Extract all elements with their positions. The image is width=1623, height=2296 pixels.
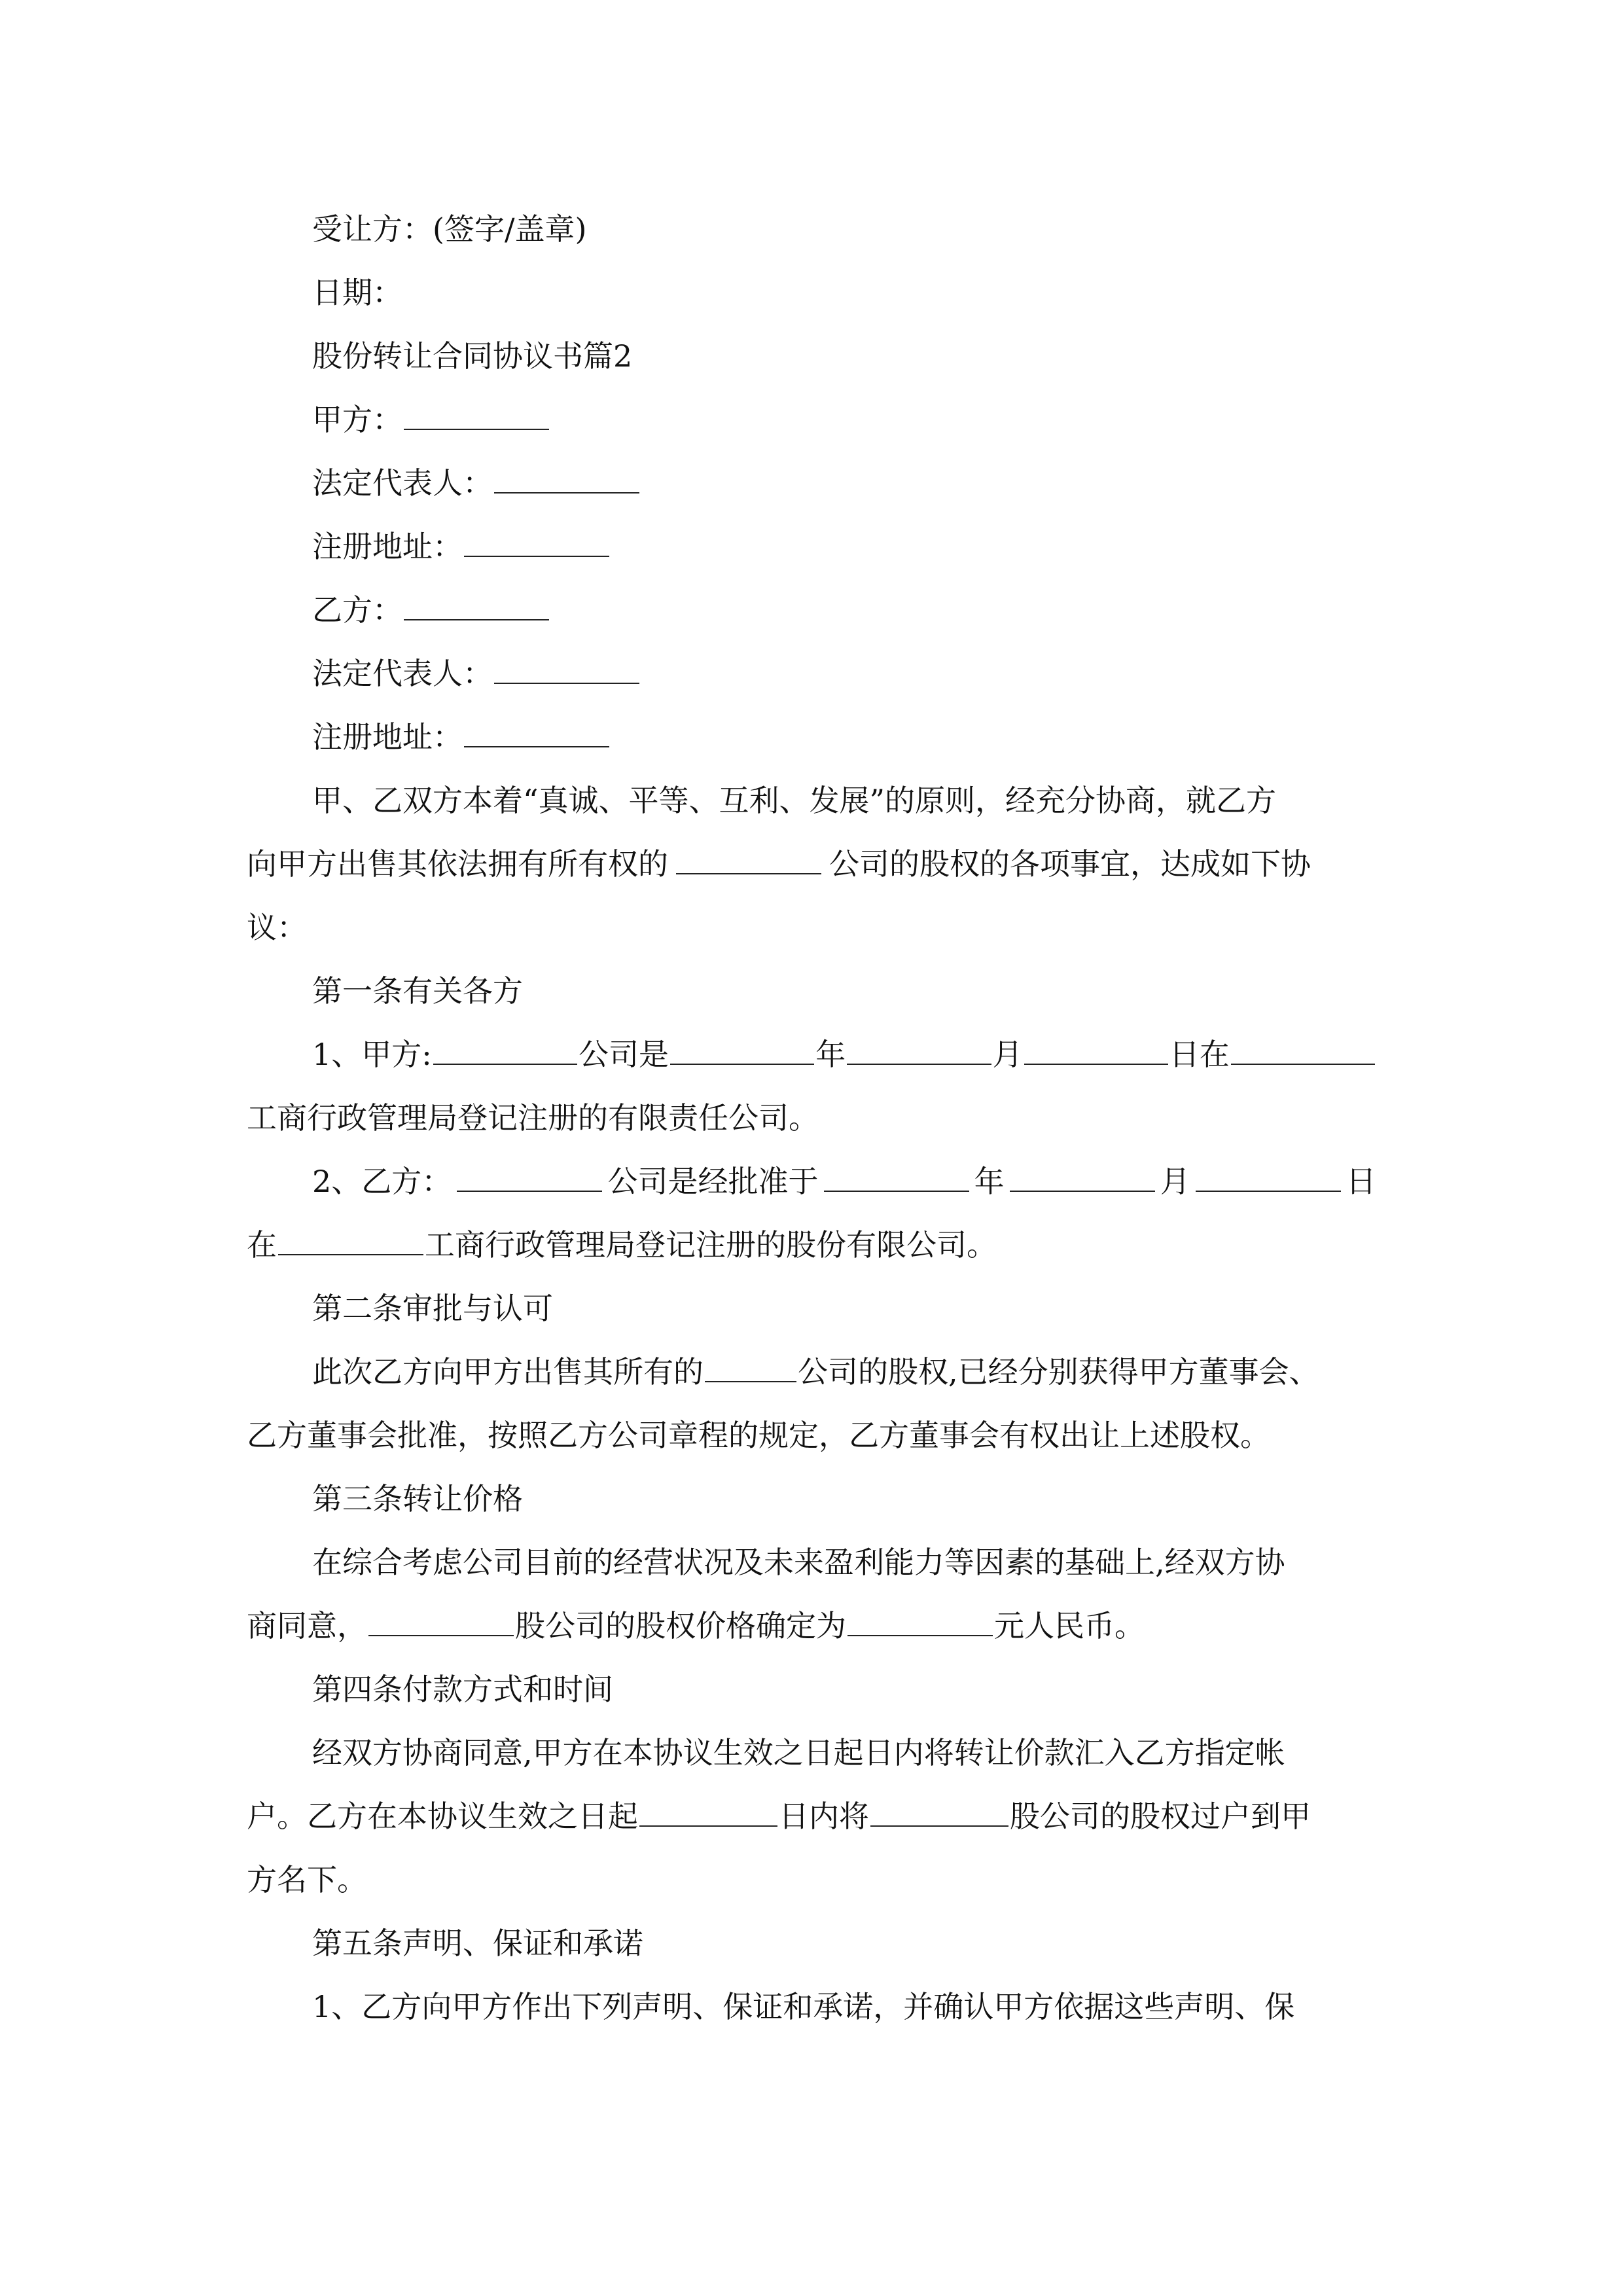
blank-line [404,404,549,430]
address-b-field: 注册地址： [312,717,611,757]
blank-line [870,1801,1008,1827]
article-1-item-2-cont: 在 工商行政管理局登记注册的股份有限公司。 [247,1227,997,1263]
blank-line [847,1610,993,1636]
article-4-line: 经双方协商同意,甲方在本协议生效之日起日内将转让价款汇入乙方指定帐 [312,1735,1285,1770]
legal-rep-b-field: 法定代表人： [312,654,641,693]
party-a-field: 甲方： [312,400,550,439]
blank-line [464,721,609,747]
blank-line [824,1166,969,1192]
article-2-line: 乙方董事会批准，按照乙方公司章程的规定，乙方董事会有权出让上述股权。 [247,1418,1270,1453]
blank-line [494,467,639,493]
legal-rep-a-field: 法定代表人： [312,463,641,503]
intro-paragraph-line: 甲、乙双方本着“真诚、平等、互利、发展”的原则，经充分协商，就乙方 [312,783,1277,818]
date-line: 日期： [312,275,402,310]
blank-line [433,1039,577,1065]
blank-line [670,1039,814,1065]
article-1-item-2: 2、乙方： 公司是经批准于 年 月 日 [312,1164,1376,1199]
blank-line [705,1356,796,1382]
article-1-heading: 第一条有关各方 [312,973,523,1009]
blank-line [639,1801,777,1827]
contract-title: 股份转让合同协议书篇2 [312,338,633,374]
blank-line [676,848,821,874]
blank-line [457,1166,602,1192]
blank-line [1010,1166,1155,1192]
article-2-heading: 第二条审批与认可 [312,1291,553,1326]
transferee-signature-line: 受让方：(签字/盖章) [312,211,587,247]
article-1-item-1: 1、甲方: 公司是 年 月 日在 [312,1035,1376,1074]
article-1-item-1-cont: 工商行政管理局登记注册的有限责任公司。 [247,1100,819,1136]
blank-line [1231,1039,1375,1065]
article-5-line: 1、乙方向甲方作出下列声明、保证和承诺，并确认甲方依据这些声明、保 [312,1989,1295,2024]
blank-line [494,658,639,684]
article-3-line: 商同意， 股公司的股权价格确定为 元人民币。 [247,1608,1145,1643]
article-4-line: 方名下。 [247,1862,367,1897]
party-b-field: 乙方： [312,590,550,630]
intro-paragraph-line: 向甲方出售其依法拥有所有权的 公司的股权的各项事宜，达成如下协 [247,846,1311,882]
article-4-line: 户。乙方在本协议生效之日起 日内将 股公司的股权过户到甲 [247,1799,1311,1834]
blank-line [1024,1039,1168,1065]
article-2-line: 此次乙方向甲方出售其所有的 公司的股权,已经分别获得甲方董事会、 [312,1354,1319,1390]
intro-paragraph-line: 议： [247,910,307,945]
article-4-heading: 第四条付款方式和时间 [312,1672,613,1707]
article-3-heading: 第三条转让价格 [312,1481,523,1516]
blank-line [278,1229,423,1255]
blank-line [404,594,549,620]
blank-line [464,531,609,557]
address-a-field: 注册地址： [312,527,611,566]
blank-line [368,1610,514,1636]
blank-line [847,1039,991,1065]
article-3-line: 在综合考虑公司目前的经营状况及未来盈利能力等因素的基础上,经双方协 [312,1545,1285,1580]
blank-line [1196,1166,1341,1192]
article-5-heading: 第五条声明、保证和承诺 [312,1926,643,1961]
